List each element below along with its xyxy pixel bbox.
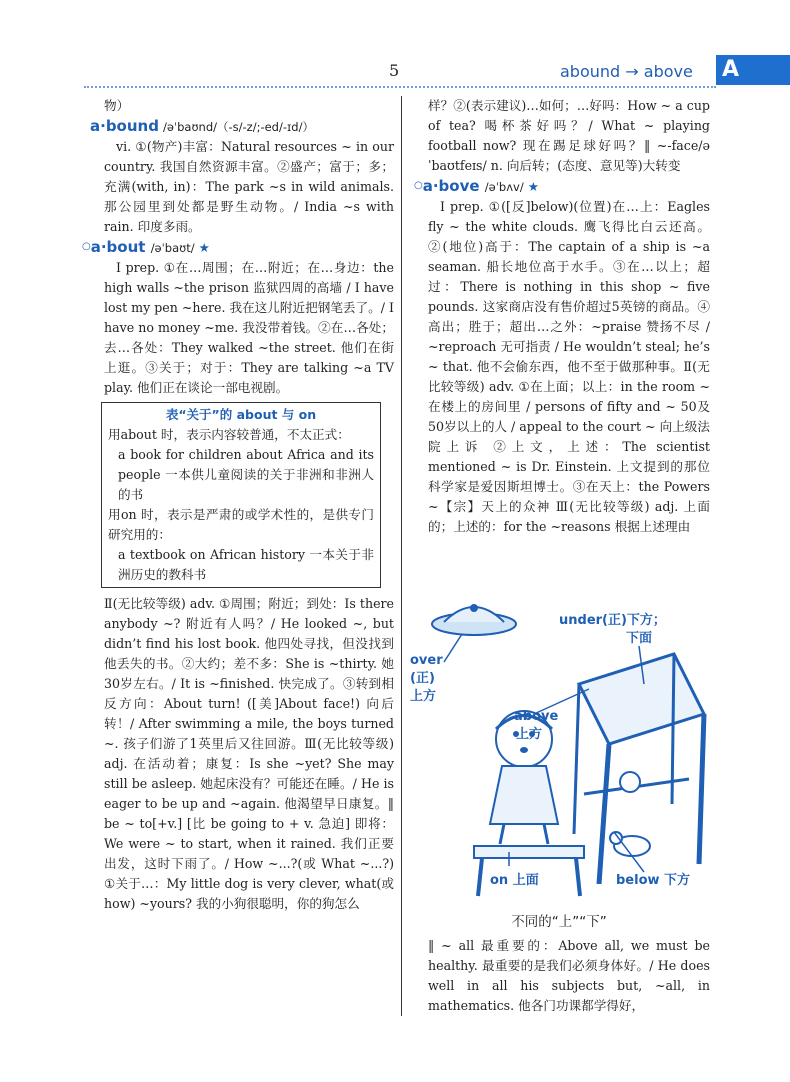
ball-illustration xyxy=(620,772,640,792)
guide-words: abound → above xyxy=(560,62,693,81)
about-sense-1: I prep. ①在…周围；在…附近；在…身边：the high walls ~the prison 监狱四周的高墙 / I have lost my pen ~here. 我在这儿附近把钢笔丢了。/ I have no money ~me. 我没带着钱。②在…各处；去…各处：They walked ~the street. 他们在街上逛。③关于；对于：They are talking ~a TV play. 他们正在谈论一部电视剧。 xyxy=(104,260,394,395)
entry-above xyxy=(414,176,710,197)
headword-above: a·bove xyxy=(422,177,480,195)
label-over-2: (正) xyxy=(410,671,435,686)
star-icon: ★ xyxy=(527,179,540,194)
continuation-text: 物） xyxy=(104,98,130,113)
entry-abound xyxy=(90,116,394,137)
label-under: under(正)下方； xyxy=(559,613,666,628)
header-dotted-rule xyxy=(84,86,716,88)
above-all-phrase xyxy=(428,936,710,1016)
usage-note-title: 表“关于”的 about 与 on xyxy=(165,407,317,422)
right-continuation-text: 样？②(表示建议)…如何；…好吗：How ~ a cup of tea? 喝杯茶好吗？/ What ~ playing football now? 现在踢足球好吗？‖ ~-face/əˈbaʊtfeɪs/ n. 向后转；(态度、意见等)大转变 xyxy=(428,98,710,173)
right-column xyxy=(414,96,710,537)
usage-note-about-lead: 用about 时，表示内容较普通，不太正式： xyxy=(108,427,350,442)
illustration-prepositions xyxy=(404,594,714,904)
page-number: 5 xyxy=(389,61,400,80)
usage-note-about-example: a book for children about Africa and its people 一本供儿童阅读的关于非洲和非洲人的书 xyxy=(118,447,374,502)
definition-abound: vi. ①(物产)丰富：Natural resources ~ in our country. 我国自然资源丰富。②盛产；富于；多；充满(with, in)：The park ~s in wild animals. 那公园里到处都是野生动物。/ India ~s with rain. 印度多雨。 xyxy=(104,139,394,234)
key-word-marker-icon: ○ xyxy=(414,180,423,191)
pronunciation-abound: /əˈbaʊnd/（-s/-z/;-ed/-ɪd/） xyxy=(162,120,314,134)
key-word-marker-icon: ○ xyxy=(82,241,91,252)
label-on: on 上面 xyxy=(490,873,539,888)
usage-note-on-example: a textbook on African history 一本关于非洲历史的教科书 xyxy=(118,547,374,582)
label-over-3: 上方 xyxy=(410,689,437,704)
stool-illustration xyxy=(474,846,584,896)
pronunciation-about: /əˈbaʊt/ xyxy=(150,241,195,255)
illustration-caption: 不同的“上”“下” xyxy=(511,914,607,930)
pronunciation-above: /əˈbʌv/ xyxy=(484,180,524,194)
usage-note-box xyxy=(101,402,381,588)
label-below: below 下方 xyxy=(616,873,691,888)
headword-about-wrap xyxy=(82,238,151,256)
about-sense-2: Ⅱ(无比较等级) adv. ①周围；附近；到处：Is there anybody ~? 附近有人吗？/ He looked ~, but didn’t find his lost book. 他四处寻找，但没找到他丢失的书。②大约；差不多：She is ~thirty. 她30岁左右。/ It is ~finished. 快完成了。③转到相反方向：About turn! ([美]About face!) 向后转！/ After swimming a mile, the boys turned ~. 孩子们游了1英里后又往回游。Ⅲ(无比较等级) adj. 在活动着；康复：Is she ~yet? She may still be asleep. 她起床没有？可能还在睡。/ He is eager to be up and ~again. 他渴望早日康复。‖ be ~ to[+v.] [比 be going to + v. 急迫] 即将：We were ~ to start, when it rained. 我们正要出发，这时下雨了。/ How ~...?(或 What ~...?) ①关于…：My little dog is very clever, what(或 how) ~yours? 我的小狗很聪明，你的狗怎么 xyxy=(104,596,394,911)
entry-about xyxy=(82,237,394,258)
left-column xyxy=(82,96,394,914)
label-above: above xyxy=(514,709,559,724)
usage-note-on-lead: 用on 时，表示是严肃的或学术性的，是供专门研究用的： xyxy=(108,507,374,542)
definition-above: I prep. ①([反]below)(位置)在…上：Eagles fly ~ the white clouds. 鹰飞得比白云还高。②(地位)高于：The captain of a ship is ~a seaman. 船长地位高于水手。③在…以上；超过：There is nothing in this shop ~ five pounds. 这家商店没有售价超过5英镑的商品。④高出；胜于；超出…之外：~praise 赞扬不尽 / ~reproach 无可指责 / He wouldn’t steal; he’s ~ that. 他不会偷东西，他不至于做那种事。Ⅱ(无比较等级) adv. ①在上面；以上：in the room ~在楼上的房间里 / persons of fifty and ~ 50及50岁以上的人 / appeal to the court ~ 向上级法院上诉 ②上文，上述：The scientist mentioned ~ is Dr. Einstein. 上文提到的那位科学家是爱因斯坦博士。③在天上：the Powers ~【宗】天上的众神 Ⅲ(无比较等级) adj. 上面的；上述的：for the ~reasons 根据上述理由 xyxy=(428,199,710,534)
page-header xyxy=(0,55,790,91)
headword-above-wrap xyxy=(414,177,485,195)
hat-illustration xyxy=(432,604,516,635)
column-divider xyxy=(401,96,402,1016)
star-icon: ★ xyxy=(198,240,210,255)
letter-tab[interactable]: A xyxy=(716,55,790,85)
label-over: over xyxy=(410,653,443,668)
above-all-text: ‖ ~ all 最重要的：Above all, we must be healthy. 最重要的是我们必须身体好。/ He does well in all his subjects but, ~all, in mathematics. 他各门功课都学得好， xyxy=(428,938,710,1013)
headword-about: a·bout xyxy=(90,238,146,256)
label-under-2: 下面 xyxy=(626,631,653,646)
label-above-2: 上方 xyxy=(516,727,543,742)
headword-abound: a·bound xyxy=(90,117,159,135)
